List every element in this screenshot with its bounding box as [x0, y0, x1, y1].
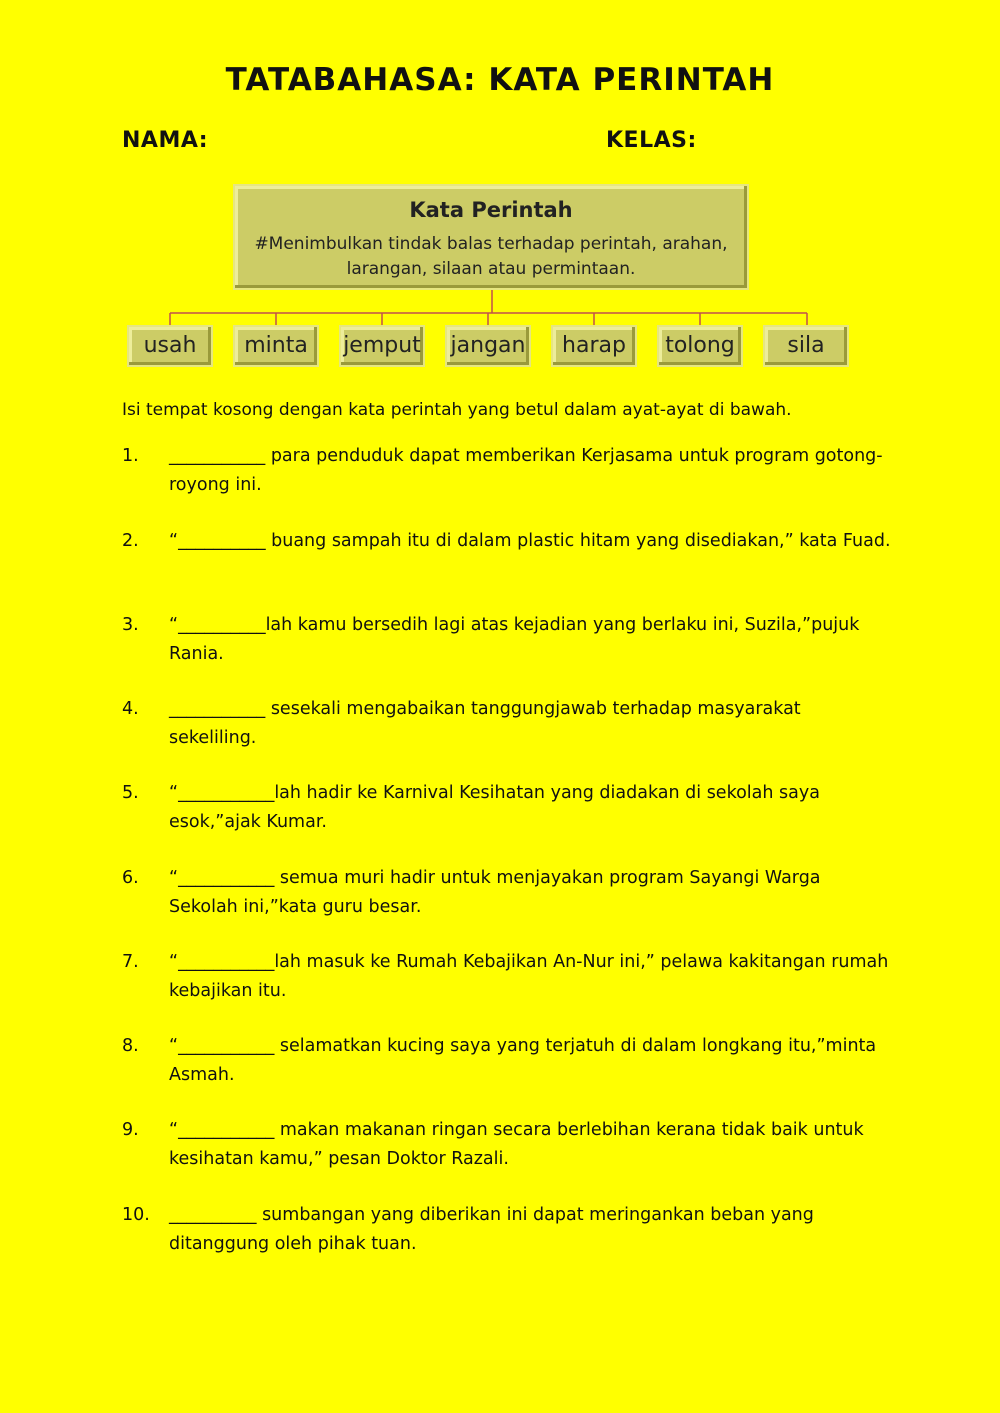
question-number: 5. [122, 783, 139, 803]
question-item [122, 1116, 892, 1174]
word-box-minta: minta [233, 325, 319, 367]
instruction-text: Isi tempat kosong dengan kata perintah yang betul dalam ayat-ayat di bawah. [122, 400, 792, 420]
word-box-jangan: jangan [445, 325, 531, 367]
diagram-connectors [0, 0, 1000, 330]
question-text: ___________ sesekali mengabaikan tanggungjawab terhadap masyarakat sekeliling. [169, 699, 801, 748]
question-item [122, 1032, 892, 1090]
question-number: 7. [122, 952, 139, 972]
question-text: “___________lah masuk ke Rumah Kebajikan An-Nur ini,” pelawa kakitangan rumah kebajikan itu. [169, 952, 889, 1001]
question-number: 1. [122, 446, 139, 466]
question-number: 8. [122, 1036, 139, 1056]
diagram-heading: Kata Perintah [409, 198, 573, 222]
question-item [122, 611, 892, 669]
question-number: 6. [122, 868, 139, 888]
question-text: “___________ makan makanan ringan secara berlebihan kerana tidak baik untuk kesihatan kamu,” pesan Doktor Razali. [169, 1120, 864, 1169]
question-text: “___________lah hadir ke Karnival Kesihatan yang diadakan di sekolah saya esok,”ajak Kumar. [169, 783, 820, 832]
question-text: “___________ semua muri hadir untuk menjayakan program Sayangi Warga Sekolah ini,”kata guru besar. [169, 868, 821, 917]
class-label: KELAS: [606, 128, 697, 153]
question-text: __________ sumbangan yang diberikan ini dapat meringankan beban yang ditanggung oleh pihak tuan. [169, 1205, 814, 1254]
question-item [122, 1201, 892, 1259]
question-text: ___________ para penduduk dapat memberikan Kerjasama untuk program gotong-royong ini. [169, 446, 883, 495]
question-number: 2. [122, 531, 139, 551]
question-number: 10. [122, 1205, 150, 1225]
question-text: “__________lah kamu bersedih lagi atas kejadian yang berlaku ini, Suzila,”pujuk Rania. [169, 615, 860, 664]
question-number: 4. [122, 699, 139, 719]
question-text: “___________ selamatkan kucing saya yang terjatuh di dalam longkang itu,”minta Asmah. [169, 1036, 877, 1085]
word-box-harap: harap [551, 325, 637, 367]
question-number: 9. [122, 1120, 139, 1140]
name-label: NAMA: [122, 128, 209, 153]
diagram-description: #Menimbulkan tindak balas terhadap perintah, arahan, larangan, silaan atau permintaan. [254, 234, 728, 279]
word-box-sila: sila [763, 325, 849, 367]
question-item [122, 948, 892, 1006]
question-item [122, 779, 892, 837]
question-text: “__________ buang sampah itu di dalam plastic hitam yang disediakan,” kata Fuad. [169, 531, 891, 551]
question-item [122, 442, 892, 500]
question-item [122, 527, 892, 556]
word-box-jemput: jemput [339, 325, 425, 367]
worksheet-title: TATABAHASA: KATA PERINTAH [225, 62, 775, 98]
word-box-usah: usah [127, 325, 213, 367]
question-item [122, 695, 892, 753]
question-number: 3. [122, 615, 139, 635]
word-box-tolong: tolong [657, 325, 743, 367]
question-item [122, 864, 892, 922]
